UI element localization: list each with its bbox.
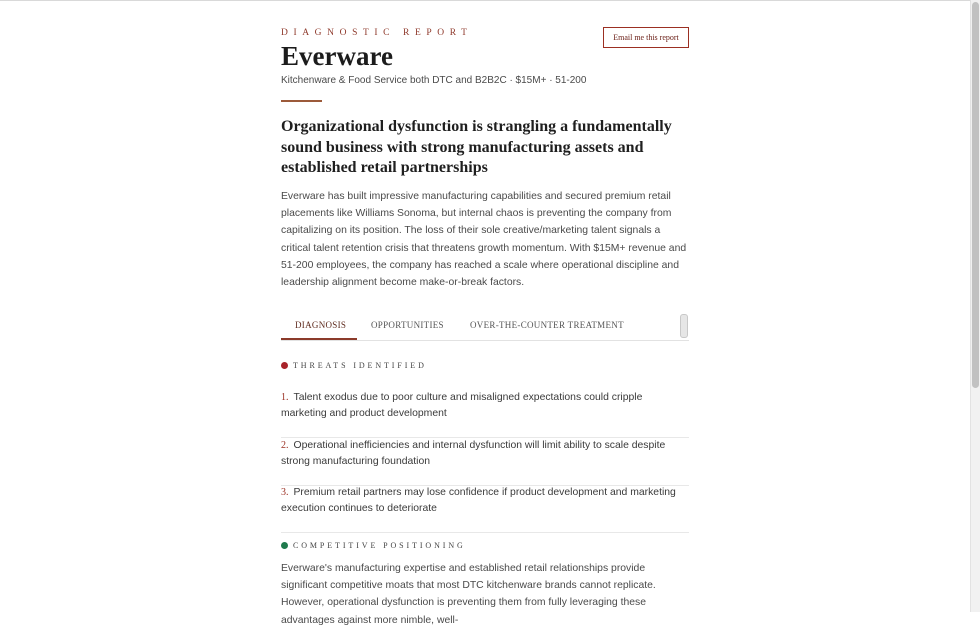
threat-item	[281, 390, 689, 438]
threat-number: 2.	[281, 440, 289, 451]
report-eyebrow: DIAGNOSTIC REPORT	[281, 28, 473, 38]
threat-text	[281, 390, 689, 421]
threats-heading	[281, 361, 427, 370]
company-meta: Kitchenware & Food Service both DTC and B2B2C · $15M+ · 51-200	[281, 75, 587, 86]
threat-number: 1.	[281, 392, 289, 403]
threat-text	[281, 438, 689, 469]
page-scrollbar[interactable]	[970, 0, 980, 612]
diagnosis-headline: Organizational dysfunction is strangling a fundamentally sound business with strong manufacturing assets and established retail partnerships	[281, 118, 672, 176]
threat-description: Premium retail partners may lose confidence if product development and marketing execution continues to deteriorate	[281, 487, 676, 514]
threats-label: THREATS IDENTIFIED	[293, 361, 427, 370]
positioning-text: Everware's manufacturing expertise and established retail relationships provide significant competitive moats that most DTC kitchenware brands cannot replicate. However, operational dysfunction is preventing them from fully leveraging these advantages against more nimble, well-	[281, 563, 656, 626]
email-report-button[interactable]: Email me this report	[603, 27, 689, 48]
threat-status-dot	[281, 362, 288, 369]
threat-description: Operational inefficiencies and internal dysfunction will limit ability to scale despite strong manufacturing foundation	[281, 440, 666, 467]
positioning-label: COMPETITIVE POSITIONING	[293, 541, 466, 550]
tab-over-the-counter-treatment[interactable]: OVER-THE-COUNTER TREATMENT	[470, 320, 624, 330]
page-scrollbar-thumb[interactable]	[972, 2, 979, 388]
tab-diagnosis[interactable]: DIAGNOSIS	[295, 320, 347, 330]
tab-opportunities[interactable]: OPPORTUNITIES	[371, 320, 444, 330]
company-name: Everware	[281, 41, 393, 71]
report-tabs	[281, 311, 689, 341]
threat-item	[281, 438, 689, 486]
threat-item	[281, 485, 689, 533]
positioning-heading	[281, 541, 466, 550]
top-border	[0, 0, 970, 1]
accent-divider	[281, 100, 322, 102]
active-tab-indicator	[281, 338, 357, 340]
diagnosis-summary: Everware has built impressive manufacturing capabilities and secured premium retail placements like Williams Sonoma, but internal chaos is preventing the company from capitalizing on its position. The loss of their sole creative/marketing talent signals a critical talent retention crisis that threatens growth momentum. With $15M+ revenue and 51-200 employees, the company has reached a scale where operational discipline and leadership alignment become make-or-break factors.	[281, 191, 687, 289]
threat-text	[281, 485, 689, 516]
threat-number: 3.	[281, 487, 289, 498]
threat-description: Talent exodus due to poor culture and misaligned expectations could cripple marketing and product development	[281, 392, 643, 419]
tabs-scrollbar[interactable]	[680, 314, 688, 338]
positioning-status-dot	[281, 542, 288, 549]
